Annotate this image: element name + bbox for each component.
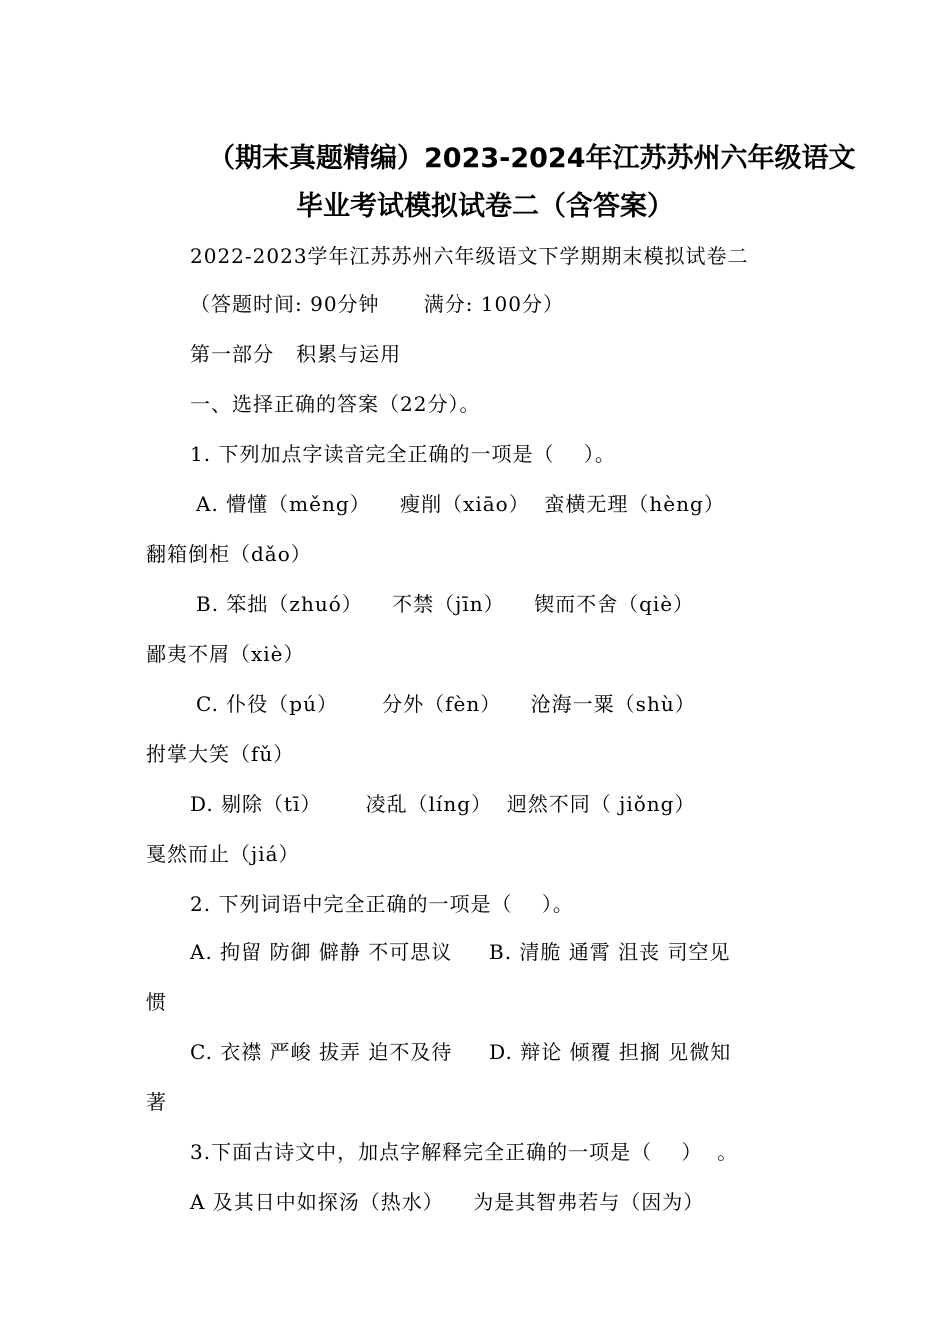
question-2-options-a-b: A. 拘留 防御 僻静 不可思议 B. 清脆 通霄 沮丧 司空见 (190, 940, 731, 964)
question-1-option-b-continued: 鄙夷不屑（xiè） (146, 642, 305, 666)
question-1-option-b: B. 笨拙（zhuó） 不禁（jīn） 锲而不舍（qiè） (196, 592, 695, 616)
question-1-option-c-continued: 拊掌大笑（fǔ） (146, 742, 295, 766)
section-heading: 一、选择正确的答案（22分）。 (190, 392, 481, 416)
question-3-stem: 3.下面古诗文中，加点字解释完全正确的一项是（ ） 。 (190, 1140, 739, 1164)
question-2-options-c-d-continued: 著 (146, 1090, 167, 1114)
question-2-stem: 2. 下列词语中完全正确的一项是（ ）。 (190, 892, 574, 916)
question-2-options-c-d: C. 衣襟 严峻 拔弄 迫不及待 D. 辩论 倾覆 担搁 见微知 (190, 1040, 732, 1064)
question-1-option-a: A. 懵懂（měng） 瘦削（xiāo） 蛮横无理（hèng） (196, 492, 725, 516)
question-2-options-a-b-continued: 惯 (146, 990, 167, 1014)
question-1-option-c: C. 仆役（pú） 分外（fèn） 沧海一粟（shù） (196, 692, 696, 716)
question-1-option-d-continued: 戛然而止（jiá） (146, 842, 300, 866)
document-subtitle: 2022-2023学年江苏苏州六年级语文下学期期末模拟试卷二 (190, 244, 749, 268)
question-3-option-a: A 及其日中如探汤（热水） 为是其智弗若与（因为） (190, 1190, 705, 1214)
question-1-option-d: D. 剔除（tī） 凌乱（líng） 迥然不同（ jiǒng） (190, 792, 696, 816)
part-heading: 第一部分 积累与运用 (190, 342, 402, 366)
question-1-stem: 1. 下列加点字读音完全正确的一项是（ ）。 (190, 442, 616, 466)
question-1-option-a-continued: 翻箱倒柜（dǎo） (146, 542, 312, 566)
exam-info: （答题时间: 90分钟 满分: 100分） (190, 292, 564, 316)
document-title-line-1: （期末真题精编）2023-2024年江苏苏州六年级语文 (208, 143, 856, 174)
document-title-line-2: 毕业考试模拟试卷二（含答案） (296, 191, 674, 222)
